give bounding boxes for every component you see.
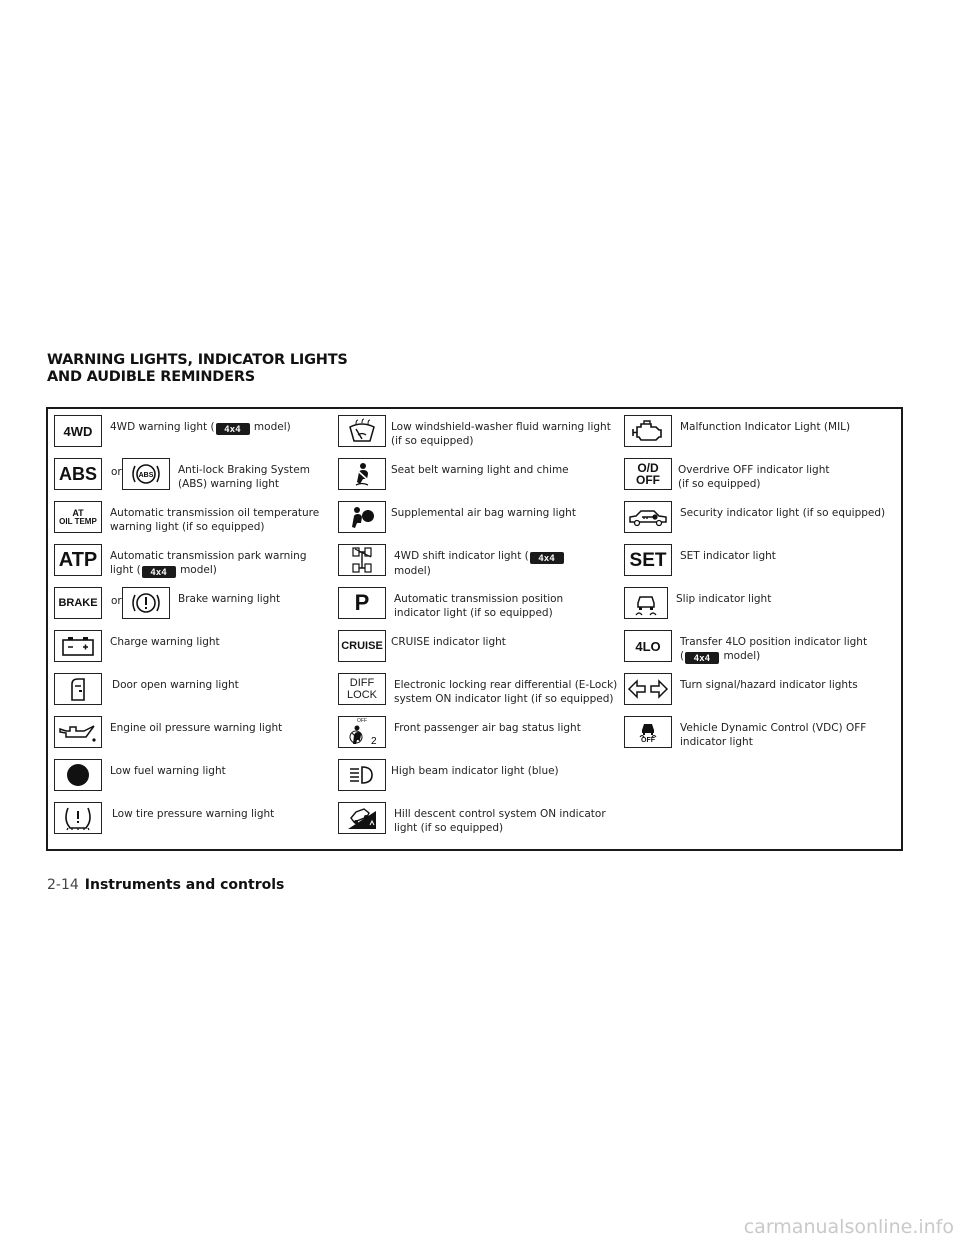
item-label: Seat belt warning light and chime (391, 464, 569, 476)
item-label: Turn signal/hazard indicator lights (680, 679, 858, 691)
section-title-line-1: WARNING LIGHTS, INDICATOR LIGHTS (47, 352, 348, 368)
4lo-icon: 4LO (624, 630, 672, 662)
item-label: Overdrive OFF indicator light (if so equipped) (678, 464, 830, 490)
item-label: Slip indicator light (676, 593, 772, 605)
item-label: Automatic transmission park warning light ( 4x4 model) (110, 550, 307, 577)
at-oil-temp-icon: AT OIL TEMP (54, 501, 102, 533)
air-bag-icon (338, 501, 386, 533)
item-label: Front passenger air bag status light (394, 722, 581, 734)
engine-check-icon (624, 415, 672, 447)
item-label: Hill descent control system ON indicator light (if so equipped) (394, 808, 606, 834)
item-label: Low tire pressure warning light (112, 808, 275, 820)
item-label: 4WD shift indicator light ( 4x4 model) (394, 549, 565, 578)
4x4-badge-icon: 4x4 (530, 552, 564, 564)
watermark: carmanualsonline.info (743, 1216, 954, 1238)
od-off-icon: O/D OFF (624, 458, 672, 490)
item-label: Electronic locking rear differential (E-Lock) system ON indicator light (if so equipped) (394, 679, 618, 705)
4x4-badge-icon: 4x4 (685, 652, 719, 664)
item-label: Automatic transmission position indicator light (if so equipped) (394, 593, 564, 619)
security-car-key-icon (624, 501, 672, 533)
item-label: SET indicator light (680, 550, 776, 562)
abs-circle-icon (122, 458, 170, 490)
park-p-icon: P (338, 587, 386, 619)
item-label: Automatic transmission oil temperature warning light (if so equipped) (110, 507, 320, 533)
section-title-line-2: AND AUDIBLE REMINDERS (47, 369, 256, 385)
battery-icon (54, 630, 102, 662)
atp-icon: ATP (54, 544, 102, 576)
brake-text-icon: BRAKE (54, 587, 102, 619)
or-text: or (111, 595, 122, 607)
page-number: 2-14 (47, 877, 79, 893)
slip-icon (624, 587, 668, 619)
item-label: Charge warning light (110, 636, 220, 648)
seat-belt-icon (338, 458, 386, 490)
chapter-title: Instruments and controls (84, 877, 285, 893)
item-label: High beam indicator light (blue) (391, 765, 559, 777)
item-label: CRUISE indicator light (391, 636, 506, 648)
item-label: 4WD warning light ( 4x4 model) (110, 421, 291, 434)
item-label: Engine oil pressure warning light (110, 722, 283, 734)
vdc-off-icon: OFF (624, 716, 672, 748)
set-icon: SET (624, 544, 672, 576)
4wd-shift-icon (338, 544, 386, 576)
hill-descent-icon (338, 802, 386, 834)
4x4-badge-icon: 4x4 (216, 423, 250, 435)
item-label: Malfunction Indicator Light (MIL) (680, 421, 851, 433)
abs-text-icon: ABS (54, 458, 102, 490)
low-fuel-icon (54, 759, 102, 791)
high-beam-icon (338, 759, 386, 791)
item-label: Vehicle Dynamic Control (VDC) OFF indicator light (680, 722, 867, 748)
item-label: Anti-lock Braking System (ABS) warning light (178, 464, 310, 490)
tire-pressure-icon (54, 802, 102, 834)
brake-circle-icon (122, 587, 170, 619)
diff-lock-icon: DIFF LOCK (338, 673, 386, 705)
washer-fluid-icon (338, 415, 386, 447)
item-label: Door open warning light (112, 679, 239, 691)
item-label: Security indicator light (if so equipped) (680, 507, 886, 519)
item-label: Brake warning light (178, 593, 281, 605)
warning-lights-panel (46, 407, 903, 851)
4x4-badge-icon: 4x4 (142, 566, 176, 578)
section-title (47, 352, 348, 386)
item-label: Low windshield-washer fluid warning light (if so equipped) (391, 421, 611, 447)
passenger-air-bag-off-icon: OFF 2 (338, 716, 386, 748)
oil-can-icon (54, 716, 102, 748)
item-label: Transfer 4LO position indicator light ( 4x4 model) (680, 636, 868, 663)
door-open-icon (54, 673, 102, 705)
page-footer (47, 877, 284, 893)
item-label: Supplemental air bag warning light (391, 507, 576, 519)
4wd-icon: 4WD (54, 415, 102, 447)
item-label: Low fuel warning light (110, 765, 226, 777)
svg-text:ABS: ABS (138, 472, 154, 479)
or-text: or (111, 466, 122, 478)
cruise-icon: CRUISE (338, 630, 386, 662)
svg-text:2: 2 (371, 736, 377, 746)
turn-signal-arrows-icon (624, 673, 672, 705)
